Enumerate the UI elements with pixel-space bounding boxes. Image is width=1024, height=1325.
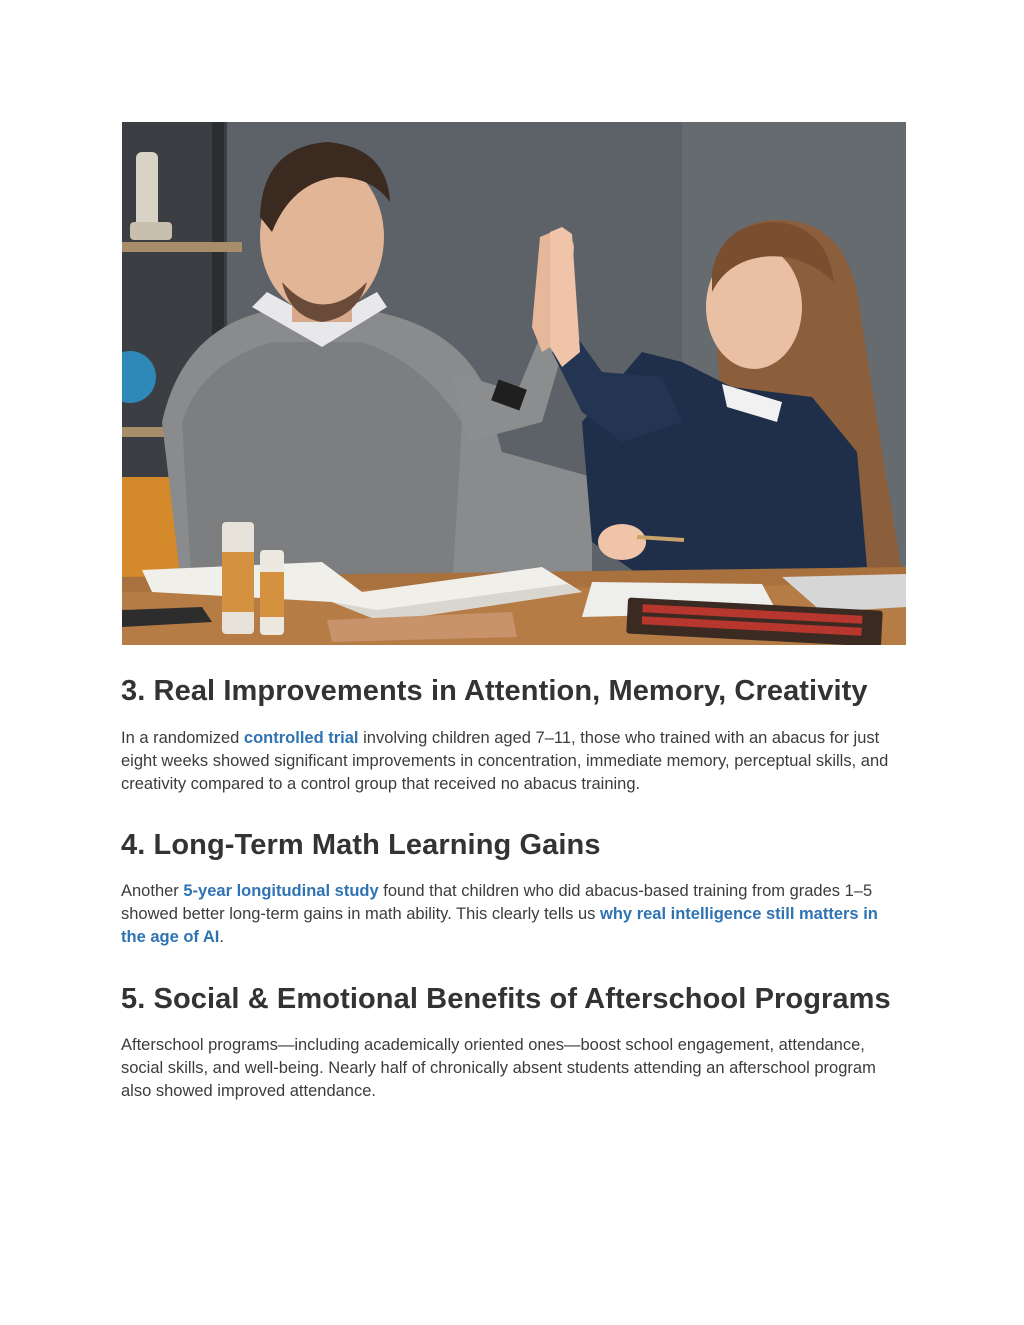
section-5-paragraph: Afterschool programs—including academically oriented ones—boost school engagement, attendance, social skills, and well-being. Nearly half of chronically absent students attending an afterschool program also showed improved attendance. [121,1036,876,1100]
section-4-text-after: . [219,928,224,946]
longitudinal-study-link[interactable]: 5-year longitudinal study [183,882,379,900]
section-3-text-after: involving children aged 7–11, those who trained with an abacus for just eight weeks showed significant improvements in concentration, immediate memory, perceptual skills, and creativity compared to a control group that received no abacus training. [121,729,889,793]
section-3-heading: 3. Real Improvements in Attention, Memory, Creativity [121,675,868,707]
section-3-paragraph [121,727,901,796]
teacher-student-high-five-photo [122,122,906,645]
section-4-text-middle: found that children who did abacus-based training from grades 1–5 showed better long-term gains in math ability. This clearly tells us [121,882,873,923]
section-5-heading: 5. Social & Emotional Benefits of Afterschool Programs [121,983,891,1015]
section-4-text-before: Another [121,882,184,900]
real-intelligence-link[interactable]: why real intelligence still matters in the age of AI [121,905,878,946]
section-4-paragraph [121,880,901,949]
controlled-trial-link[interactable]: controlled trial [243,729,359,747]
section-3-text-before: In a randomized [121,729,244,747]
section-4-heading: 4. Long-Term Math Learning Gains [121,829,601,861]
